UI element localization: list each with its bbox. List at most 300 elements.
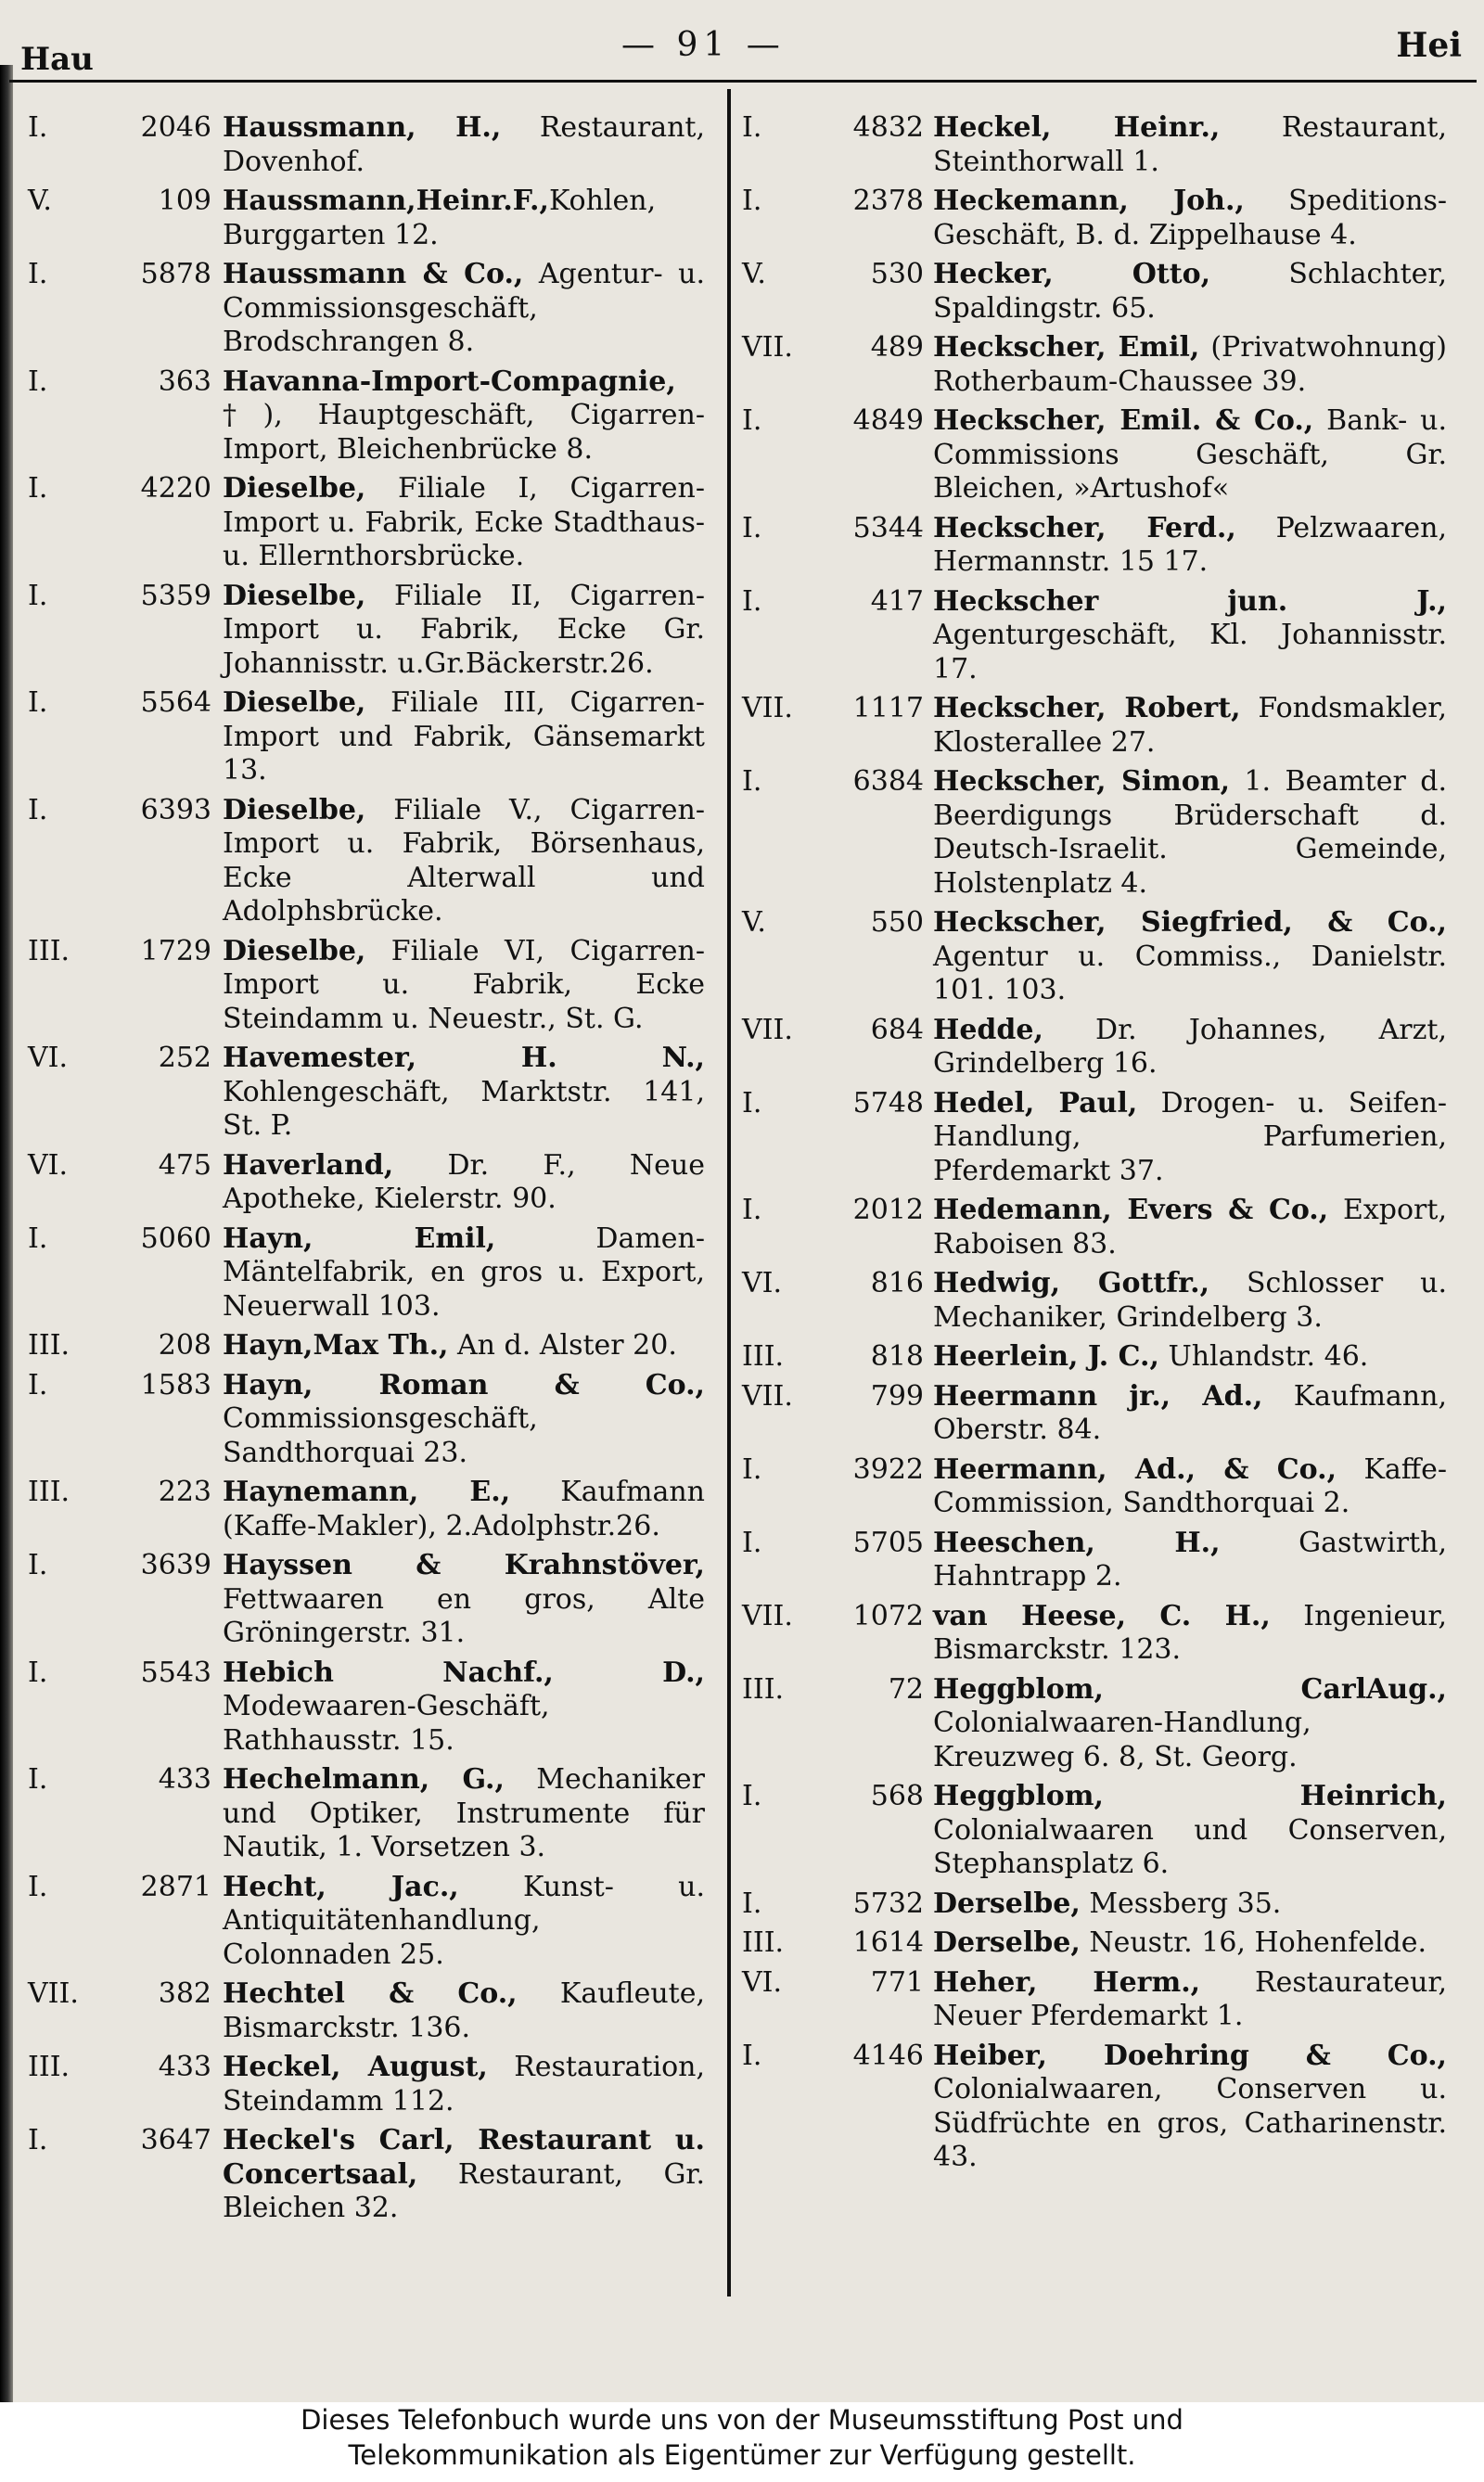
phone-number [742,1527,924,1561]
subscriber-details: Dr. F., Neue Apotheke, Kielerstr. 90. [223,1148,705,1215]
subscriber-name: Heeschen, H., [933,1526,1221,1559]
directory-entry [742,692,1447,760]
phone-number [28,935,211,969]
entry-text [933,1966,1447,2034]
phone-number [28,1871,211,1905]
exchange-code: VII. [742,1599,793,1632]
line-number: 2871 [140,1870,211,1903]
phone-number [28,1657,211,1691]
subscriber-name: Heckscher, Siegfried, & Co., [933,906,1447,939]
subscriber-name: Dieselbe, [223,934,366,967]
subscriber-details: 1. Beamter d. Beerdigungs Brüderschaft d. Deutsch-Israelit. Gemeinde, Holstenplatz 4. [933,765,1447,900]
phone-number [742,331,924,365]
subscriber-name: Heermann jr., Ad., [933,1379,1263,1413]
subscriber-details: (Privatwohnung) Rotherbaum-Chaussee 39. [933,331,1447,398]
phone-number [28,794,211,828]
entry-text [223,2124,705,2226]
exchange-code: I. [28,793,48,826]
exchange-code: III. [28,1329,70,1362]
directory-entry [742,1780,1447,1882]
subscriber-details: Kaffe-Commission, Sandthorquai 2. [933,1452,1447,1519]
entry-text [933,1780,1447,1882]
subscriber-details: Modewaaren-Geschäft, Rathhausstr. 15. [223,1690,550,1757]
subscriber-details: Colonialwaaren, Conserven u. Südfrüchte en gros, Catharinenstr. 43. [933,2073,1447,2173]
line-number: 208 [158,1329,211,1362]
directory-entry [742,111,1447,179]
entry-text [223,794,705,929]
directory-entry [742,765,1447,901]
directory-entry [28,935,705,1037]
exchange-code: I. [742,1194,762,1226]
phone-number [742,1966,924,2001]
subscriber-details: Kaufmann, Oberstr. 84. [933,1379,1447,1446]
page-number: — 91 — [621,26,786,64]
phone-number [742,1453,924,1488]
subscriber-name: Haussmann & Co., [223,258,524,290]
phone-number [742,258,924,292]
entry-text [223,1476,705,1543]
directory-entry [28,2051,705,2118]
exchange-code: I. [28,1549,48,1581]
phone-number [28,185,211,219]
subscriber-name: Hayssen & Krahnstöver, [223,1549,705,1581]
exchange-code: VII. [742,692,793,724]
phone-number [742,1600,924,1634]
subscriber-details: Kohlen, Burggarten 12. [223,185,657,251]
exchange-code: I. [28,258,48,290]
subscriber-details: †), Hauptgeschäft, Cigarren-Import, Bleichenbrücke 8. [223,399,705,466]
subscriber-details: Mechaniker und Optiker, Instrumente für Nautik, 1. Vorsetzen 3. [223,1763,705,1863]
subscriber-name: Derselbe, [933,1887,1081,1920]
subscriber-details: Schlosser u. Mechaniker, Grindelberg 3. [933,1267,1447,1334]
phone-number [742,512,924,546]
subscriber-details: Fettwaaren en gros, Alte Gröningerstr. 31. [223,1582,705,1649]
subscriber-details: Colonialwaaren und Conserven, Stephansplatz 6. [933,1813,1447,1880]
subscriber-name: Hayn, Emil, [223,1222,496,1255]
line-number: 5344 [852,511,924,544]
subscriber-name: Hechelmann, G., [223,1763,505,1796]
phone-number [742,1887,924,1922]
directory-entry [742,1194,1447,1261]
exchange-code: I. [28,365,48,398]
phone-number [28,580,211,614]
exchange-code: I. [742,1452,762,1486]
phone-number [28,1476,211,1510]
exchange-code: I. [742,511,762,544]
phone-number [28,1329,211,1363]
subscriber-details: Kohlengeschäft, Marktstr. 141, St. P. [223,1075,705,1142]
phone-number [28,472,211,506]
line-number: 2012 [852,1194,924,1226]
subscriber-details: Kaufleute, Bismarckstr. 136. [223,1977,705,2044]
subscriber-details: Agentur- u. Commissionsgeschäft, Brodschrangen 8. [223,258,706,358]
subscriber-details: Damen-Mäntelfabrik, en gros u. Export, Neuerwall 103. [223,1222,705,1323]
line-number: 6393 [140,793,211,826]
directory-entry [28,2124,705,2226]
footer-line-1: Dieses Telefonbuch wurde uns von der Museumsstiftung Post und [301,2404,1183,2436]
header-left-keyword: Hau [20,41,94,78]
line-number: 3922 [852,1452,924,1486]
header-rule [9,80,1477,83]
entry-text [933,1380,1447,1448]
entry-text [933,692,1447,760]
header-right-keyword: Hei [1396,26,1462,65]
exchange-code: I. [742,584,762,618]
subscriber-name: Hedel, Paul, [933,1086,1138,1119]
line-number: 4146 [852,2039,924,2072]
subscriber-details: Kaufmann (Kaffe-Makler), 2.Adolphstr.26. [223,1476,706,1542]
exchange-code: I. [742,111,762,144]
directory-entry [28,472,705,574]
phone-number [742,692,924,726]
entry-text [223,365,705,467]
directory-entry [742,1600,1447,1668]
line-number: 363 [158,365,211,398]
entry-text [223,1369,705,1471]
exchange-code: I. [742,1526,762,1559]
directory-entry [28,1549,705,1651]
subscriber-name: Heckscher jun. J., [933,584,1447,618]
subscriber-name: Hecker, Otto, [933,258,1211,290]
exchange-code: I. [28,1222,48,1255]
subscriber-details: Fondsmakler, Klosterallee 27. [933,692,1447,759]
phone-number [742,1340,924,1375]
directory-entry [28,258,705,360]
phone-number [28,111,211,146]
subscriber-details: Pelzwaaren, Hermannstr. 15 17. [933,511,1447,578]
phone-number [28,258,211,292]
line-number: 109 [158,185,211,217]
directory-entry [742,1966,1447,2034]
phone-number [742,2040,924,2074]
subscriber-name: Heggblom, Heinrich, [933,1780,1447,1812]
directory-entry [28,1763,705,1865]
directory-entry [742,258,1447,326]
subscriber-details: Kunst- u. Antiquitätenhandlung, Colonnaden 25. [223,1870,706,1971]
phone-number [28,365,211,400]
directory-entry [742,512,1447,580]
phone-number [742,1267,924,1301]
subscriber-details: Agenturgeschäft, Kl. Johannisstr. 17. [933,619,1447,685]
phone-number [742,1380,924,1414]
line-number: 771 [870,1965,924,1999]
subscriber-details: Ingenieur, Bismarckstr. 123. [933,1599,1447,1666]
entry-text [933,2040,1447,2175]
phone-number [742,1926,924,1961]
subscriber-name: Heggblom, CarlAug., [933,1672,1447,1706]
subscriber-name: Haussmann, H., [223,111,502,144]
directory-entry [742,1014,1447,1081]
exchange-code: I. [742,1887,762,1920]
directory-entry [28,1222,705,1324]
subscriber-details: Restauration, Steindamm 112. [223,2051,705,2117]
subscriber-name: Heckscher, Ferd., [933,511,1236,544]
entry-text [933,258,1447,326]
entry-text [933,1527,1447,1594]
exchange-code: I. [742,2039,762,2072]
phone-number [742,185,924,219]
exchange-code: VI. [742,1965,783,1999]
subscriber-details: Drogen- u. Seifen-Handlung, Parfumerien, Pferdemarkt 37. [933,1086,1447,1187]
entry-text [223,1149,705,1217]
entry-text [223,1977,705,2045]
entry-text [223,185,705,252]
entry-text [223,1329,705,1363]
phone-number [28,1042,211,1076]
exchange-code: I. [742,404,762,437]
subscriber-name: Dieselbe, [223,472,366,505]
line-number: 4220 [140,472,211,505]
subscriber-name: Heckscher, Emil. & Co., [933,404,1314,437]
phone-number [28,2051,211,2085]
entry-text [223,472,705,574]
phone-number [28,1369,211,1403]
exchange-code: VI. [742,1267,783,1299]
subscriber-details: Export, Raboisen 83. [933,1194,1447,1260]
exchange-code: III. [28,1476,70,1508]
subscriber-name: Hechtel & Co., [223,1977,518,2010]
directory-entry [28,365,705,467]
subscriber-name: Heckel, Heinr., [933,111,1221,144]
line-number: 5060 [140,1222,211,1255]
directory-entry [742,1267,1447,1335]
line-number: 417 [870,584,924,618]
line-number: 1614 [852,1926,924,1959]
phone-number [742,404,924,439]
entry-text [933,1673,1447,1775]
line-number: 1072 [852,1599,924,1632]
line-number: 5705 [852,1526,924,1559]
subscriber-name: Heckel's Carl, Restaurant u. Concertsaal, [223,2124,705,2191]
copyright-footer [0,2402,1484,2482]
entry-text [223,111,705,179]
subscriber-name: van Heese, C. H., [933,1599,1271,1632]
line-number: 1583 [140,1368,211,1401]
exchange-code: I. [28,111,48,144]
line-number: 252 [158,1042,211,1074]
subscriber-name: Havemester, H. N., [223,1042,705,1074]
entry-text [223,1042,705,1144]
exchange-code: V. [742,258,766,290]
line-number: 382 [158,1977,211,2010]
exchange-code: VI. [28,1042,69,1074]
subscriber-name: Hayn, Roman & Co., [223,1368,705,1401]
entry-text [223,686,705,788]
phone-number [742,1194,924,1228]
entry-text [223,935,705,1037]
phone-number [742,111,924,146]
subscriber-details: Speditions-Geschäft, B. d. Zippelhause 4. [933,185,1447,251]
exchange-code: III. [28,2051,70,2083]
subscriber-details: Gastwirth, Hahntrapp 2. [933,1526,1447,1593]
line-number: 3647 [140,2124,211,2156]
subscriber-name: Haverland, [223,1148,394,1182]
exchange-code: I. [28,579,48,612]
subscriber-details: Restaurant, Steinthorwall 1. [933,111,1447,178]
entry-text [933,111,1447,179]
phone-number [28,1549,211,1583]
entry-text [933,1887,1447,1922]
line-number: 568 [870,1780,924,1812]
subscriber-details: Dr. Johannes, Arzt, Grindelberg 16. [933,1013,1447,1080]
exchange-code: VII. [742,1379,793,1413]
entry-text [223,1222,705,1324]
entry-text [933,404,1447,506]
directory-entry [742,1527,1447,1594]
line-number: 4832 [852,111,924,144]
phone-number [742,1087,924,1121]
phone-number [742,906,924,940]
exchange-code: V. [742,906,766,939]
directory-entry [28,794,705,929]
exchange-code: VII. [742,331,793,364]
line-number: 5543 [140,1656,211,1689]
exchange-code: III. [28,934,70,967]
entry-text [933,1453,1447,1521]
directory-entry [742,1340,1447,1375]
entry-text [223,1657,705,1759]
exchange-code: I. [28,2124,48,2156]
subscriber-details: Agentur u. Commiss., Danielstr. 101. 103. [933,940,1447,1006]
subscriber-name: Hedwig, Gottfr., [933,1267,1210,1299]
exchange-code: I. [28,1870,48,1903]
entry-text [933,512,1447,580]
line-number: 72 [888,1672,924,1706]
line-number: 433 [158,1763,211,1796]
subscriber-details: Restaurant, Dovenhof. [223,111,705,178]
directory-entry [742,1380,1447,1448]
subscriber-name: Heermann, Ad., & Co., [933,1452,1337,1486]
subscriber-name: Heckel, August, [223,2051,488,2083]
exchange-code: III. [742,1926,785,1959]
subscriber-name: Hedde, [933,1013,1043,1046]
phone-number [28,1977,211,2012]
subscriber-details: Schlachter, Spaldingstr. 65. [933,258,1447,325]
phone-number [742,1673,924,1708]
column-divider [727,89,731,2296]
directory-entry [28,1329,705,1363]
entry-text [933,765,1447,901]
line-number: 475 [158,1148,211,1182]
subscriber-name: Hebich Nachf., D., [223,1656,705,1689]
subscriber-name: Havanna-Import-Compagnie, [223,365,676,398]
exchange-code: V. [28,185,52,217]
directory-entry [28,185,705,252]
page-header [0,0,1484,78]
line-number: 5748 [852,1086,924,1119]
phone-number [28,2124,211,2158]
exchange-code: I. [742,765,762,798]
subscriber-name: Hayn,Max Th., [223,1329,449,1362]
line-number: 5732 [852,1887,924,1920]
subscriber-details: Colonialwaaren-Handlung, Kreuzweg 6. 8, St. Georg. [933,1707,1311,1773]
exchange-code: I. [742,185,762,217]
subscriber-name: Heiber, Doehring & Co., [933,2039,1447,2072]
subscriber-details: Neustr. 16, Hohenfelde. [1080,1926,1427,1959]
subscriber-details: Restaurateur, Neuer Pferdemarkt 1. [933,1965,1447,2032]
subscriber-details: Filiale V., Cigarren-Import u. Fabrik, Börsenhaus, Ecke Alterwall und Adolphsbrücke. [223,793,705,928]
subscriber-name: Dieselbe, [223,686,366,719]
exchange-code: I. [28,1368,48,1401]
directory-entry [28,111,705,179]
directory-entry [742,2040,1447,2175]
exchange-code: VI. [28,1148,69,1182]
subscriber-name: Haussmann,Heinr.F., [223,185,549,217]
exchange-code: I. [742,1780,762,1812]
phone-number [28,1763,211,1798]
directory-entry [28,1977,705,2045]
entry-text [223,258,705,360]
subscriber-name: Heher, Herm., [933,1965,1201,1999]
directory-entry [742,906,1447,1008]
entry-text [933,1926,1447,1961]
exchange-code: III. [742,1340,785,1373]
phone-number [28,1222,211,1257]
right-column [742,111,1447,2181]
phone-number [742,1780,924,1814]
directory-entry [28,686,705,788]
line-number: 799 [870,1379,924,1413]
line-number: 530 [870,258,924,290]
entry-text [223,1871,705,1973]
exchange-code: I. [742,1086,762,1119]
directory-entry [28,1657,705,1759]
entry-text [933,1014,1447,1081]
directory-entry [28,1042,705,1144]
directory-entry [28,580,705,682]
entry-text [223,580,705,682]
entry-text [933,1340,1447,1375]
exchange-code: VII. [28,1977,79,2010]
subscriber-details: Commissionsgeschäft, Sandthorquai 23. [223,1402,538,1469]
exchange-code: I. [28,1656,48,1689]
exchange-code: I. [28,686,48,719]
subscriber-name: Dieselbe, [223,793,366,826]
entry-text [933,331,1447,399]
directory-entry [742,1453,1447,1521]
directory-entry [742,1887,1447,1922]
directory-entry [28,1476,705,1543]
directory-entry [742,585,1447,687]
subscriber-details: Bank- u. Commissions Geschäft, Gr. Bleichen, »Artushof« [933,404,1447,505]
line-number: 4849 [852,404,924,437]
phone-number [28,1149,211,1183]
subscriber-name: Haynemann, E., [223,1476,511,1508]
line-number: 816 [870,1267,924,1299]
entry-text [933,1267,1447,1335]
line-number: 5564 [140,686,211,719]
phone-number [742,585,924,620]
subscriber-name: Heckscher, Emil, [933,331,1200,364]
subscriber-details: Uhlandstr. 46. [1158,1340,1369,1373]
entry-text [933,185,1447,252]
subscriber-name: Hedemann, Evers & Co., [933,1194,1329,1226]
entry-text [933,1600,1447,1668]
entry-text [223,2051,705,2118]
subscriber-name: Heerlein, J. C., [933,1340,1159,1373]
subscriber-details: Filiale II, Cigarren-Import u. Fabrik, Ecke Gr. Johannisstr. u.Gr.Bäckerstr.26. [223,579,705,680]
subscriber-name: Heckscher, Robert, [933,692,1241,724]
directory-entry [742,185,1447,252]
line-number: 3639 [140,1549,211,1581]
subscriber-details: Filiale I, Cigarren-Import u. Fabrik, Ecke Stadthaus- u. Ellernthorsbrücke. [223,472,705,572]
phone-number [28,686,211,721]
line-number: 6384 [852,765,924,798]
subscriber-name: Hecht, Jac., [223,1870,459,1903]
line-number: 489 [870,331,924,364]
directory-entry [742,404,1447,506]
subscriber-name: Heckscher, Simon, [933,765,1231,798]
